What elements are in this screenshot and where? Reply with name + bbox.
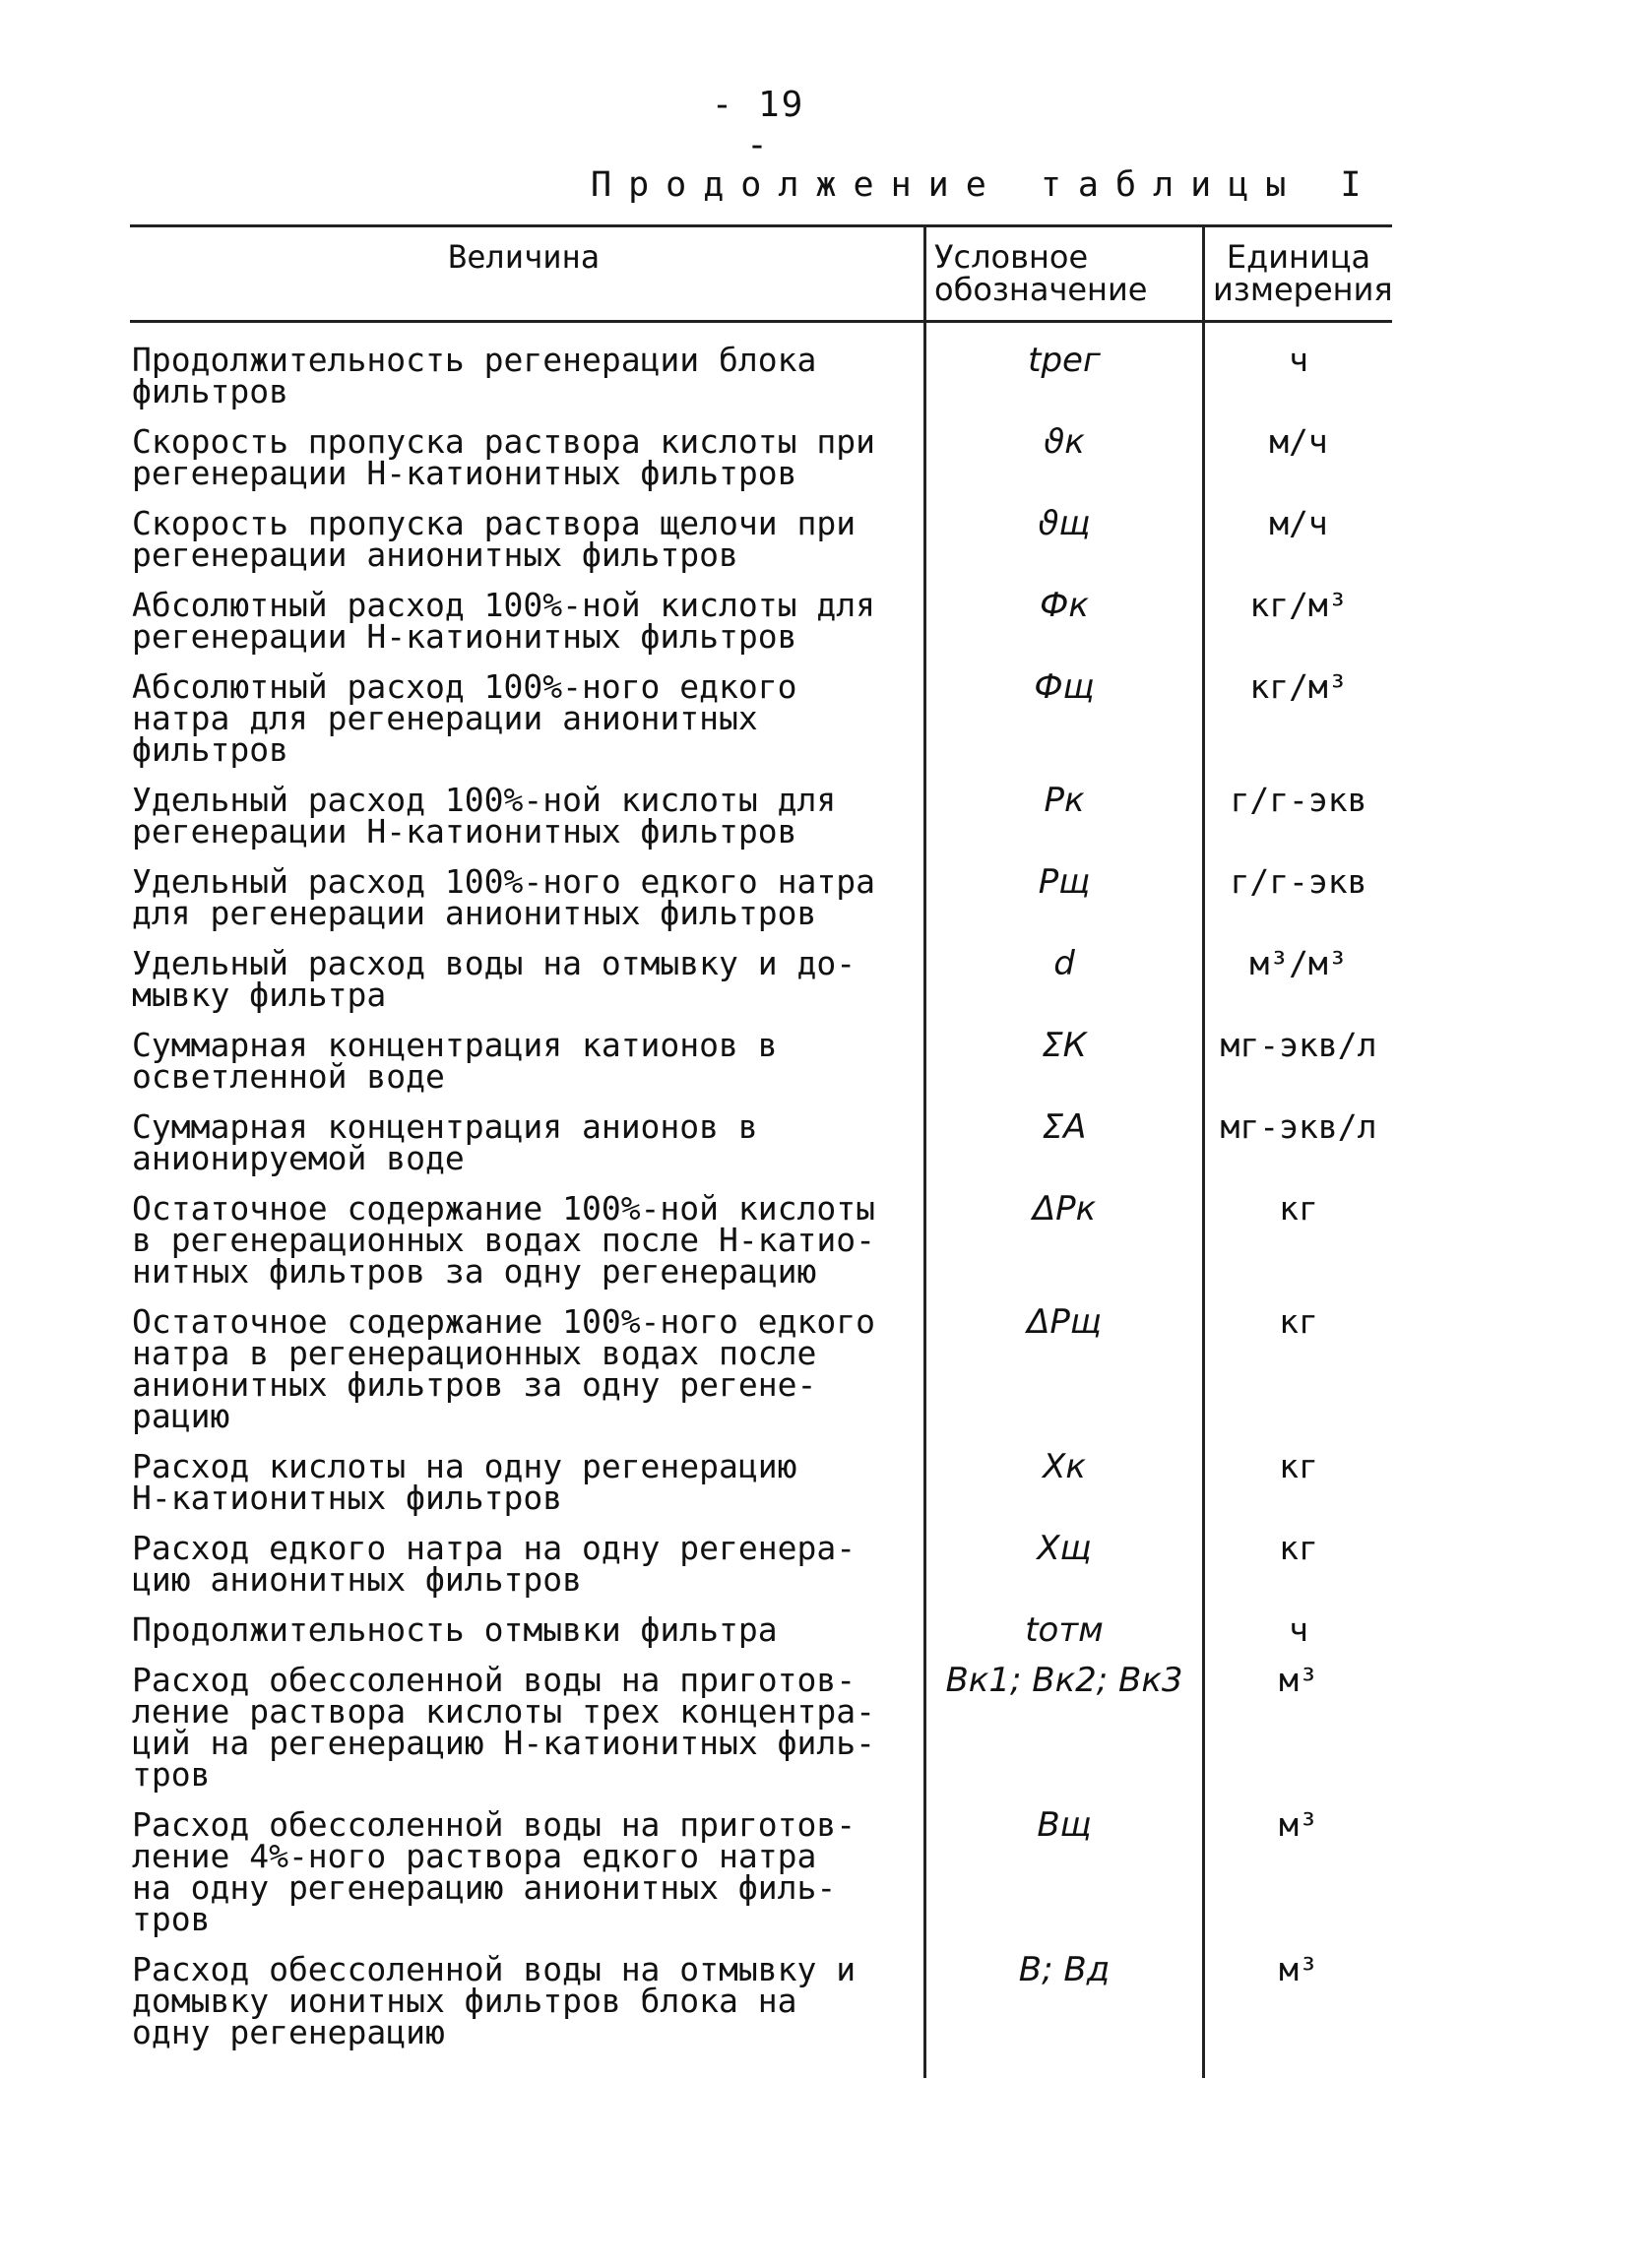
symbol-cell: Фк (925, 580, 1204, 662)
table-row (130, 1102, 1392, 1183)
quantity-cell: Удельный расход 100%-ного едкого натра для регенерации анионитных фильтров (132, 862, 875, 932)
symbol-cell: tрег (925, 322, 1204, 417)
symbol-cell: ΣА (925, 1102, 1204, 1183)
quantity-cell: Абсолютный расход 100%-ной кислоты для регенерации Н-катионитных фильтров (132, 586, 875, 656)
unit-cell: кг/м³ (1204, 662, 1393, 775)
unit-cell: м³/м³ (1204, 938, 1393, 1020)
quantity-cell: Расход кислоты на одну регенерацию Н-катионитных фильтров (132, 1447, 797, 1517)
symbol-cell: ϑк (925, 416, 1204, 498)
unit-cell: кг (1204, 1441, 1393, 1523)
unit-cell: ч (1204, 1605, 1393, 1655)
quantity-cell: Расход обессоленной воды на отмывку и домывку ионитных фильтров блока на одну регенерацию (132, 1950, 857, 2051)
table-row (130, 1020, 1392, 1102)
table-row (130, 856, 1392, 938)
table-row (130, 1296, 1392, 1441)
unit-cell: м³ (1204, 1655, 1393, 1799)
table-row (130, 1605, 1392, 1655)
table-caption: Продолжение таблицы I (591, 165, 1378, 205)
quantity-cell: Расход едкого натра на одну регенера- цию анионитных фильтров (132, 1529, 857, 1599)
unit-cell: м/ч (1204, 498, 1393, 580)
quantity-cell: Удельный расход воды на отмывку и до- мывку фильтра (132, 944, 857, 1014)
unit-cell: кг (1204, 1183, 1393, 1296)
header-unit: Единица измерения (1204, 226, 1393, 322)
symbol-cell: ΣК (925, 1020, 1204, 1102)
quantity-cell: Скорость пропуска раствора кислоты при регенерации Н-катионитных фильтров (132, 422, 875, 492)
header-symbol: Условное обозначение (925, 226, 1204, 322)
quantity-cell: Суммарная концентрация анионов в анионируемой воде (132, 1107, 758, 1177)
table-row (130, 1441, 1392, 1523)
quantity-cell: Остаточное содержание 100%-ного едкого натра в регенерационных водах после анионитных фильтров за одну регене- рацию (132, 1302, 875, 1435)
unit-cell: кг/м³ (1204, 580, 1393, 662)
symbol-cell: Рк (925, 775, 1204, 856)
unit-cell: ч (1204, 322, 1393, 417)
table-row (130, 1183, 1392, 1296)
symbol-cell: Вк1; Вк2; Вк3 (925, 1655, 1204, 1799)
unit-cell: мг-экв/л (1204, 1020, 1393, 1102)
table-row (130, 662, 1392, 775)
quantity-cell: Удельный расход 100%-ной кислоты для регенерации Н-катионитных фильтров (132, 781, 837, 850)
quantity-cell: Остаточное содержание 100%-ной кислоты в регенерационных водах после Н-катио- нитных фильтров за одну регенерацию (132, 1189, 875, 1291)
table-row (130, 322, 1392, 417)
symbol-cell: Рщ (925, 856, 1204, 938)
symbol-cell: Хк (925, 1441, 1204, 1523)
unit-cell: кг (1204, 1296, 1393, 1441)
symbol-cell: ΔРк (925, 1183, 1204, 1296)
symbol-cell: ϑщ (925, 498, 1204, 580)
table-row (130, 1523, 1392, 1605)
unit-cell: мг-экв/л (1204, 1102, 1393, 1183)
symbol-cell: Хщ (925, 1523, 1204, 1605)
symbol-cell: Вщ (925, 1799, 1204, 1944)
quantity-cell: Скорость пропуска раствора щелочи при регенерации анионитных фильтров (132, 504, 857, 574)
unit-cell: кг (1204, 1523, 1393, 1605)
quantity-cell: Абсолютный расход 100%-ного едкого натра для регенерации анионитных фильтров (132, 667, 797, 769)
table-row (130, 775, 1392, 856)
unit-cell: г/г-экв (1204, 856, 1393, 938)
header-quantity: Величина (130, 226, 925, 322)
table-row (130, 1799, 1392, 1944)
table-row (130, 1655, 1392, 1799)
quantity-cell: Продолжительность отмывки фильтра (132, 1610, 778, 1649)
unit-cell: м/ч (1204, 416, 1393, 498)
table-row (130, 1944, 1392, 2078)
table-row (130, 498, 1392, 580)
quantity-cell: Расход обессоленной воды на приготов- ление 4%-ного раствора едкого натра на одну регенерацию анионитных филь- тров (132, 1805, 857, 1938)
page-number: - 19 - (711, 85, 805, 165)
unit-cell: м³ (1204, 1799, 1393, 1944)
quantity-cell: Расход обессоленной воды на приготов- ление раствора кислоты трех концентра- ций на регенерацию Н-катионитных филь- тров (132, 1661, 875, 1794)
quantity-cell: Продолжительность регенерации блока фильтров (132, 341, 817, 410)
parameters-table (130, 224, 1392, 2078)
symbol-cell: В; Вд (925, 1944, 1204, 2078)
unit-cell: г/г-экв (1204, 775, 1393, 856)
table-row (130, 416, 1392, 498)
symbol-cell: Фщ (925, 662, 1204, 775)
symbol-cell: tотм (925, 1605, 1204, 1655)
table-header-row (130, 226, 1392, 322)
table-row (130, 938, 1392, 1020)
unit-cell: м³ (1204, 1944, 1393, 2078)
table-row (130, 580, 1392, 662)
symbol-cell: d (925, 938, 1204, 1020)
quantity-cell: Суммарная концентрация катионов в осветленной воде (132, 1026, 778, 1096)
symbol-cell: ΔРщ (925, 1296, 1204, 1441)
